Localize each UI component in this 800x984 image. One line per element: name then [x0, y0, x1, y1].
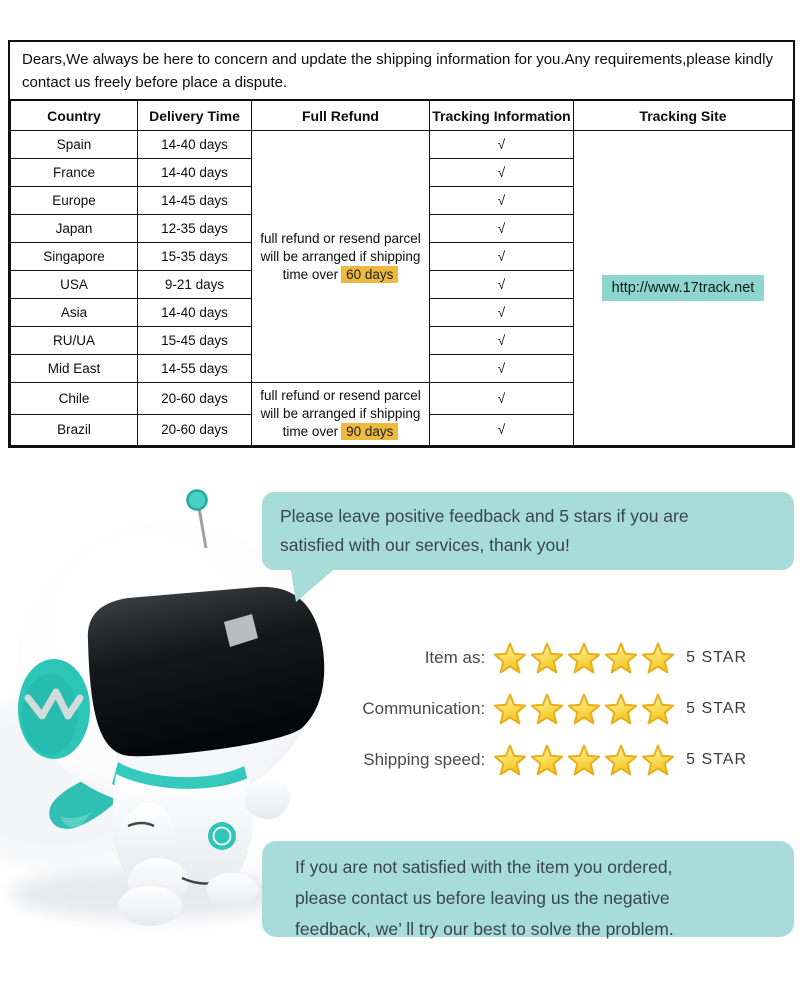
star-icon — [493, 744, 527, 776]
robot-right-foot — [206, 873, 258, 907]
rating-label: Item as: — [424, 648, 486, 667]
bubble-text-line: satisfied with our services, thank you! — [280, 535, 570, 555]
delivery-cell: 15-35 days — [138, 243, 252, 271]
rating-row-item-as — [307, 640, 747, 676]
robot-left-foot — [118, 886, 182, 926]
delivery-cell: 14-55 days — [138, 355, 252, 383]
shipping-info-panel — [8, 40, 795, 448]
tracking-site-link[interactable]: http://www.17track.net — [602, 275, 765, 301]
tracking-check: √ — [430, 215, 574, 243]
tracking-check: √ — [430, 159, 574, 187]
delivery-cell: 14-40 days — [138, 159, 252, 187]
tracking-check: √ — [430, 355, 574, 383]
country-cell: Chile — [11, 383, 138, 415]
country-cell: Japan — [11, 215, 138, 243]
refund-text-line: time over 60 days — [260, 266, 421, 284]
tracking-check: √ — [430, 383, 574, 415]
rating-label: Communication: — [362, 699, 486, 718]
refund-days-highlight: 90 days — [341, 423, 398, 440]
delivery-cell: 12-35 days — [138, 215, 252, 243]
star-icon — [530, 693, 564, 725]
header-delivery-time: Delivery Time — [138, 101, 252, 131]
country-cell: Spain — [11, 131, 138, 159]
country-cell: Singapore — [11, 243, 138, 271]
refund-text-line: full refund or resend parcel — [260, 388, 421, 403]
table-row — [11, 131, 793, 159]
star-icon — [493, 693, 527, 725]
rating-label: Shipping speed: — [363, 750, 486, 769]
country-cell: France — [11, 159, 138, 187]
country-cell: Europe — [11, 187, 138, 215]
tracking-check: √ — [430, 131, 574, 159]
tracking-site-cell — [574, 131, 793, 446]
delivery-cell: 14-40 days — [138, 299, 252, 327]
bubble-text-line: Please leave positive feedback and 5 stars if you are — [280, 506, 689, 526]
rating-row-communication — [307, 691, 747, 727]
tracking-check: √ — [430, 243, 574, 271]
seller-notice-line: Dears,We always be here to concern and update the shipping information for you.Any requirements,please kindly — [22, 51, 773, 68]
star-rating — [493, 744, 678, 776]
seller-notice — [10, 42, 793, 100]
header-full-refund: Full Refund — [252, 101, 430, 131]
robot-visor — [88, 587, 324, 756]
robot-antenna-ball — [188, 491, 207, 510]
country-cell: Asia — [11, 299, 138, 327]
star-icon — [530, 744, 564, 776]
star-icon — [604, 642, 638, 674]
bubble-text-line: If you are not satisfied with the item you ordered, — [295, 857, 673, 877]
feedback-request-bubble — [262, 492, 794, 570]
delivery-cell: 20-60 days — [138, 383, 252, 415]
bubble-text-line: please contact us before leaving us the negative — [295, 888, 670, 908]
header-tracking-information: Tracking Information — [430, 101, 574, 131]
delivery-cell: 20-60 days — [138, 414, 252, 446]
star-icon — [604, 693, 638, 725]
star-icon — [641, 744, 675, 776]
tracking-check: √ — [430, 187, 574, 215]
country-cell: USA — [11, 271, 138, 299]
star-icon — [567, 642, 601, 674]
rating-suffix: 5 STAR — [686, 700, 747, 717]
star-icon — [530, 642, 564, 674]
dispute-warning-bubble — [262, 841, 794, 937]
refund-days-highlight: 60 days — [341, 266, 398, 283]
tracking-check: √ — [430, 414, 574, 446]
refund-text-line: will be arranged if shipping — [260, 406, 421, 421]
delivery-cell: 14-45 days — [138, 187, 252, 215]
rating-suffix: 5 STAR — [686, 751, 747, 768]
shipping-table — [10, 100, 793, 446]
star-icon — [493, 642, 527, 674]
star-icon — [567, 744, 601, 776]
tracking-check: √ — [430, 271, 574, 299]
star-rating — [493, 693, 678, 725]
delivery-cell: 9-21 days — [138, 271, 252, 299]
rating-suffix: 5 STAR — [686, 649, 747, 666]
refund-text-line: time over 90 days — [260, 423, 421, 441]
header-country: Country — [11, 101, 138, 131]
refund-note-90 — [252, 383, 430, 446]
rating-row-shipping-speed — [307, 742, 747, 778]
seller-notice-line: contact us freely before place a dispute. — [22, 74, 288, 91]
star-icon — [641, 642, 675, 674]
star-icon — [641, 693, 675, 725]
country-cell: Brazil — [11, 414, 138, 446]
header-tracking-site: Tracking Site — [574, 101, 793, 131]
refund-note-60 — [252, 131, 430, 383]
country-cell: RU/UA — [11, 327, 138, 355]
refund-text-line: full refund or resend parcel — [260, 230, 421, 246]
star-icon — [567, 693, 601, 725]
delivery-cell: 15-45 days — [138, 327, 252, 355]
speech-bubble-tail — [276, 566, 346, 604]
refund-text-line: will be arranged if shipping — [260, 248, 421, 264]
tracking-check: √ — [430, 327, 574, 355]
chest-badge — [208, 822, 236, 850]
delivery-cell: 14-40 days — [138, 131, 252, 159]
country-cell: Mid East — [11, 355, 138, 383]
star-rating — [493, 642, 678, 674]
rating-rows — [307, 640, 747, 793]
table-header-row — [11, 101, 793, 131]
star-icon — [604, 744, 638, 776]
tracking-check: √ — [430, 299, 574, 327]
bubble-text-line: feedback, we’ ll try our best to solve the problem. — [295, 919, 674, 939]
